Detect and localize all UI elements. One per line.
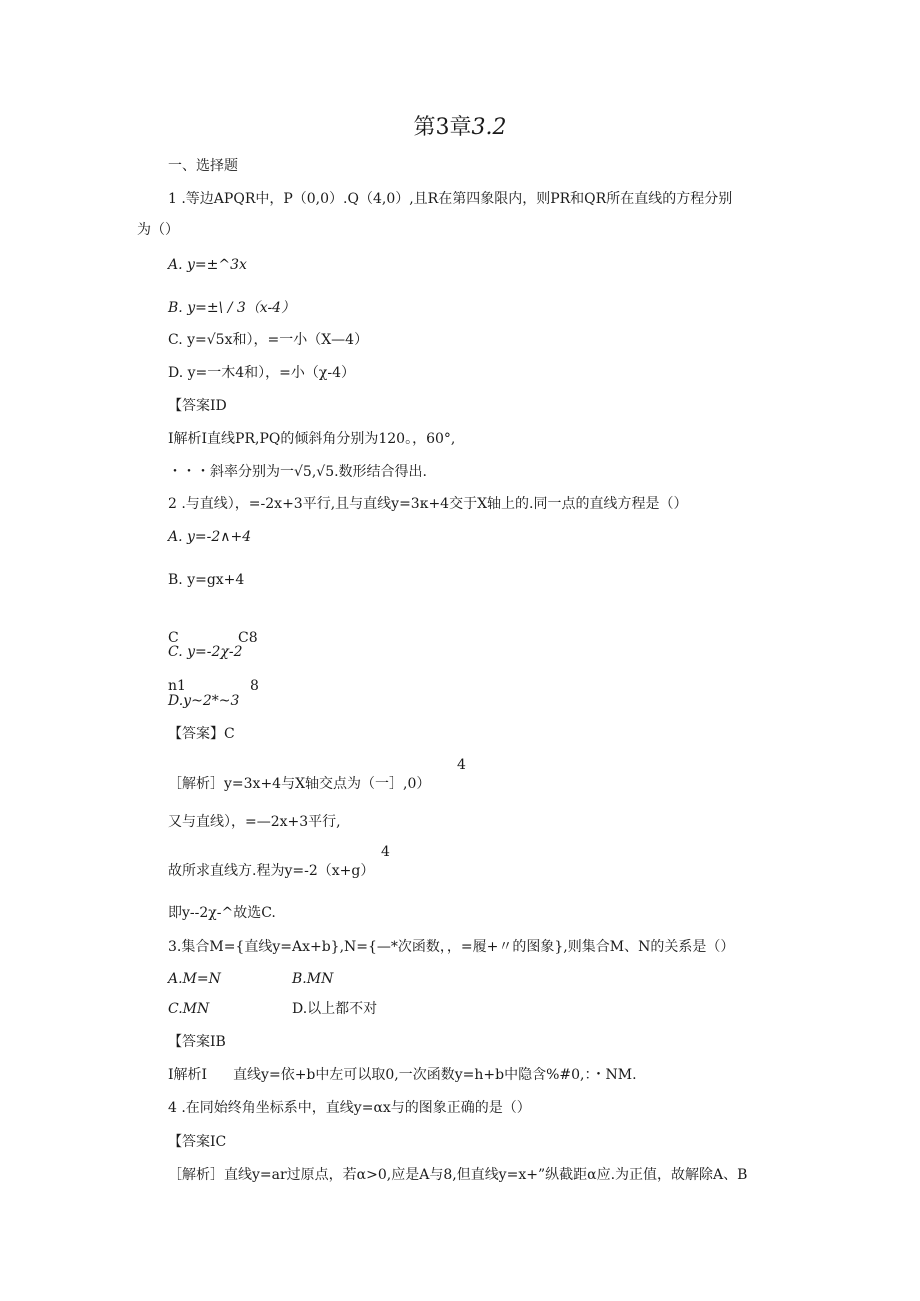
q1-option-d: D. y=一木4和），=小（χ-4） (168, 365, 356, 381)
section-heading: 一、选择题 (168, 158, 238, 174)
q3-analysis-label: I解析I (168, 1067, 208, 1083)
q2-analysis-superscript-1: 4 (457, 757, 466, 773)
q2-option-d-fragment: n1 (168, 678, 186, 694)
q3-analysis (168, 1066, 637, 1084)
q2-analysis-line2: 又与直线），=—2x+3平行, (168, 814, 341, 830)
page-title (0, 114, 920, 142)
q3-stem: 3.集合M={直线y=Ax+b},N={—*次函数，，=履+〃的图象},则集合M、N的关系是（） (168, 939, 735, 955)
q3-analysis-text: 直线y=依+b中左可以取0,一次函数y=h+b中隐含%#0,：・NM. (233, 1067, 637, 1083)
q3-option-b: B.MN (292, 971, 334, 987)
q2-analysis-line4: 即y--2χ-^故选C. (168, 905, 276, 921)
q4-analysis-line1: ［解析］直线y=ar过原点，若α>0,应是A与8,但直线y=x+”纵截距α应.为正值，故解除A、B (168, 1167, 748, 1183)
q2-option-d-fragment-2: 8 (250, 678, 259, 694)
q2-stem: 2 .与直线），=-2x+3平行,且与直线y=3κ+4交于X轴上的.同一点的直线方程是（） (168, 496, 688, 512)
q2-option-d: D.y~2*~3 (168, 693, 240, 709)
q2-option-c: C. y=-2χ-2 (168, 644, 243, 660)
q3-options-row1 (168, 970, 333, 988)
q3-option-d: D.以上都不对 (292, 1001, 378, 1017)
q1-stem-line1: 1 .等边APQR中，P（0,0）.Q（4,0）,且R在第四象限内，则PR和QR所在直线的方程分别 (168, 191, 733, 207)
q1-analysis-line2: ・・・斜率分别为一√5,√5.数形结合得出. (168, 464, 428, 480)
q3-options-row2 (168, 1000, 377, 1018)
q1-answer: 【答案ID (168, 398, 227, 414)
q1-option-b: B. y=±\ / 3（x-4） (168, 300, 296, 316)
q2-option-a: A. y=-2∧+4 (168, 529, 252, 545)
q4-answer: 【答案IC (168, 1134, 227, 1150)
q1-option-c: C. y=√5x和），=一小（X—4） (168, 332, 369, 348)
q2-option-b: B. y=gx+4 (168, 572, 245, 588)
q4-stem: 4 .在同始终角坐标系中，直线y=αx与的图象正确的是（） (168, 1100, 531, 1116)
q2-analysis-line1: ［解析］y=3x+4与X轴交点为（一］,0） (168, 776, 431, 792)
title-number: 3.2 (471, 115, 507, 140)
q2-analysis-superscript-2: 4 (381, 844, 390, 860)
q3-option-a: A.M=N (168, 971, 221, 987)
q2-answer: 【答案】C (168, 726, 235, 742)
q2-option-c-fragment-2: C8 (238, 630, 258, 646)
q1-stem-line2: 为（） (137, 222, 179, 238)
q3-answer: 【答案IB (168, 1034, 226, 1050)
q2-analysis-line3: 故所求直线方.程为y=-2（x+g） (168, 863, 375, 879)
q1-option-a: A. y=±^3x (168, 257, 247, 273)
title-main: 第3章 (413, 115, 472, 140)
q2-option-c-fragment: C (168, 630, 179, 646)
q1-analysis-line1: I解析I直线PR,PQ的倾斜角分别为120。，60°, (168, 431, 456, 447)
q3-option-c: C.MN (168, 1001, 210, 1017)
